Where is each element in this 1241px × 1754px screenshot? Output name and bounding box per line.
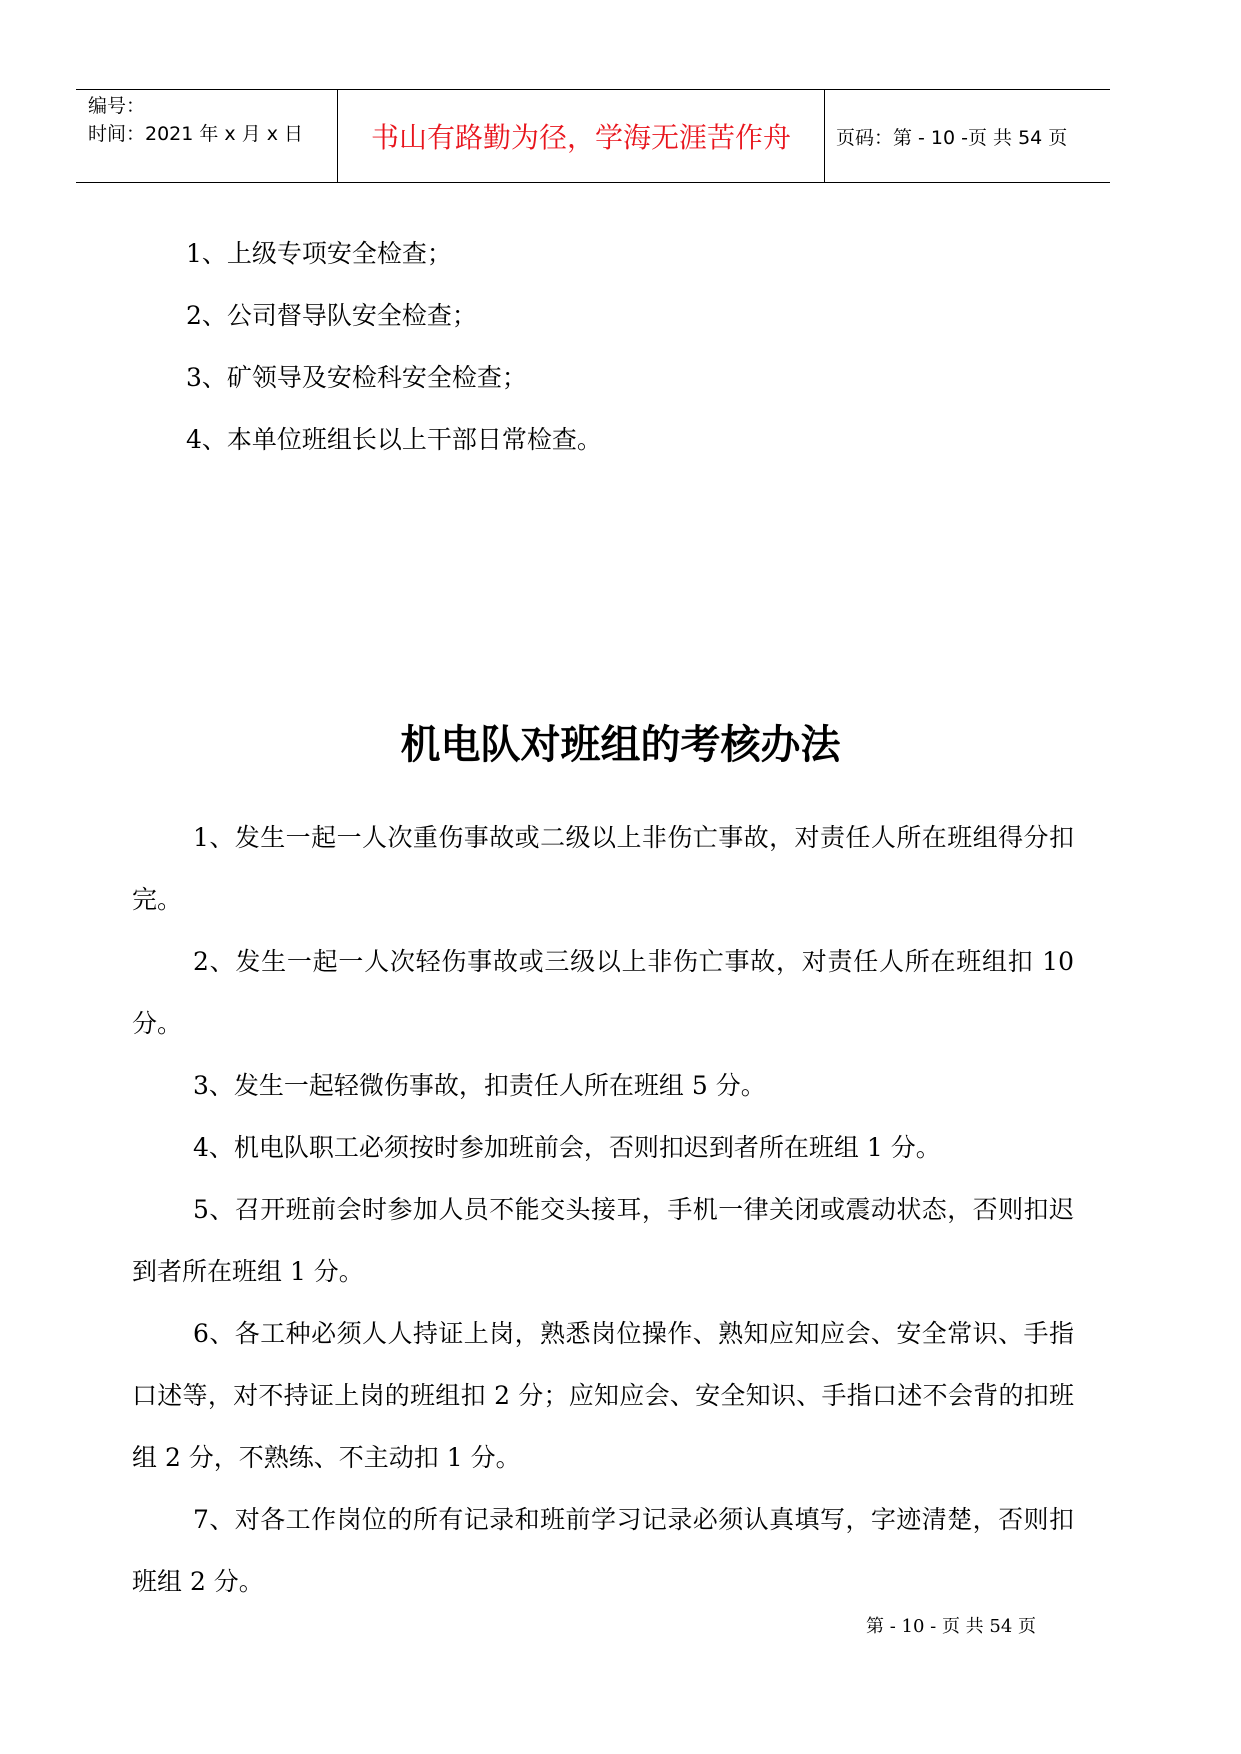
paragraph: 4、机电队职工必须按时参加班前会，否则扣迟到者所在班组 1 分。 [193,1133,941,1162]
paragraph: 2、发生一起一人次轻伤事故或三级以上非伤亡事故，对责任人所在班组扣 10 分。 [132,947,1074,1038]
paragraph: 6、各工种必须人人持证上岗，熟悉岗位操作、熟知应知应会、安全常识、手指口述等，对不持证上岗的班组扣 2 分；应知应会、安全知识、手指口述不会背的扣班组 2 分，不熟练、不主动扣 1 分。 [132,1319,1074,1472]
list-item: 3、矿领导及安检科安全检查； [186,363,527,392]
list-item: 2、公司督导队安全检查； [186,301,477,330]
header-page-info: 页码：第 - 10 -页 共 54 页 [836,126,1068,149]
header-divider-right [824,89,825,183]
paragraph: 1、发生一起一人次重伤事故或二级以上非伤亡事故，对责任人所在班组得分扣完。 [132,823,1074,914]
header-time-label: 时间：2021 年 x 月 x 日 [88,123,304,145]
paragraph: 3、发生一起轻微伤事故，扣责任人所在班组 5 分。 [193,1071,766,1100]
list-item: 1、上级专项安全检查； [186,239,452,268]
page-footer: 第 - 10 - 页 共 54 页 [866,1616,1037,1637]
section-title: 机电队对班组的考核办法 [400,722,841,768]
paragraph: 5、召开班前会时参加人员不能交头接耳，手机一律关闭或震动状态，否则扣迟到者所在班组 1 分。 [132,1195,1074,1286]
paragraph: 7、对各工作岗位的所有记录和班前学习记录必须认真填写，字迹清楚，否则扣班组 2 分。 [132,1505,1074,1596]
header-meta [88,92,303,148]
header-motto: 书山有路勤为径，学海无涯苦作舟 [370,121,791,154]
list-item: 4、本单位班组长以上干部日常检查。 [186,425,602,454]
header-number-label: 编号： [88,95,146,117]
